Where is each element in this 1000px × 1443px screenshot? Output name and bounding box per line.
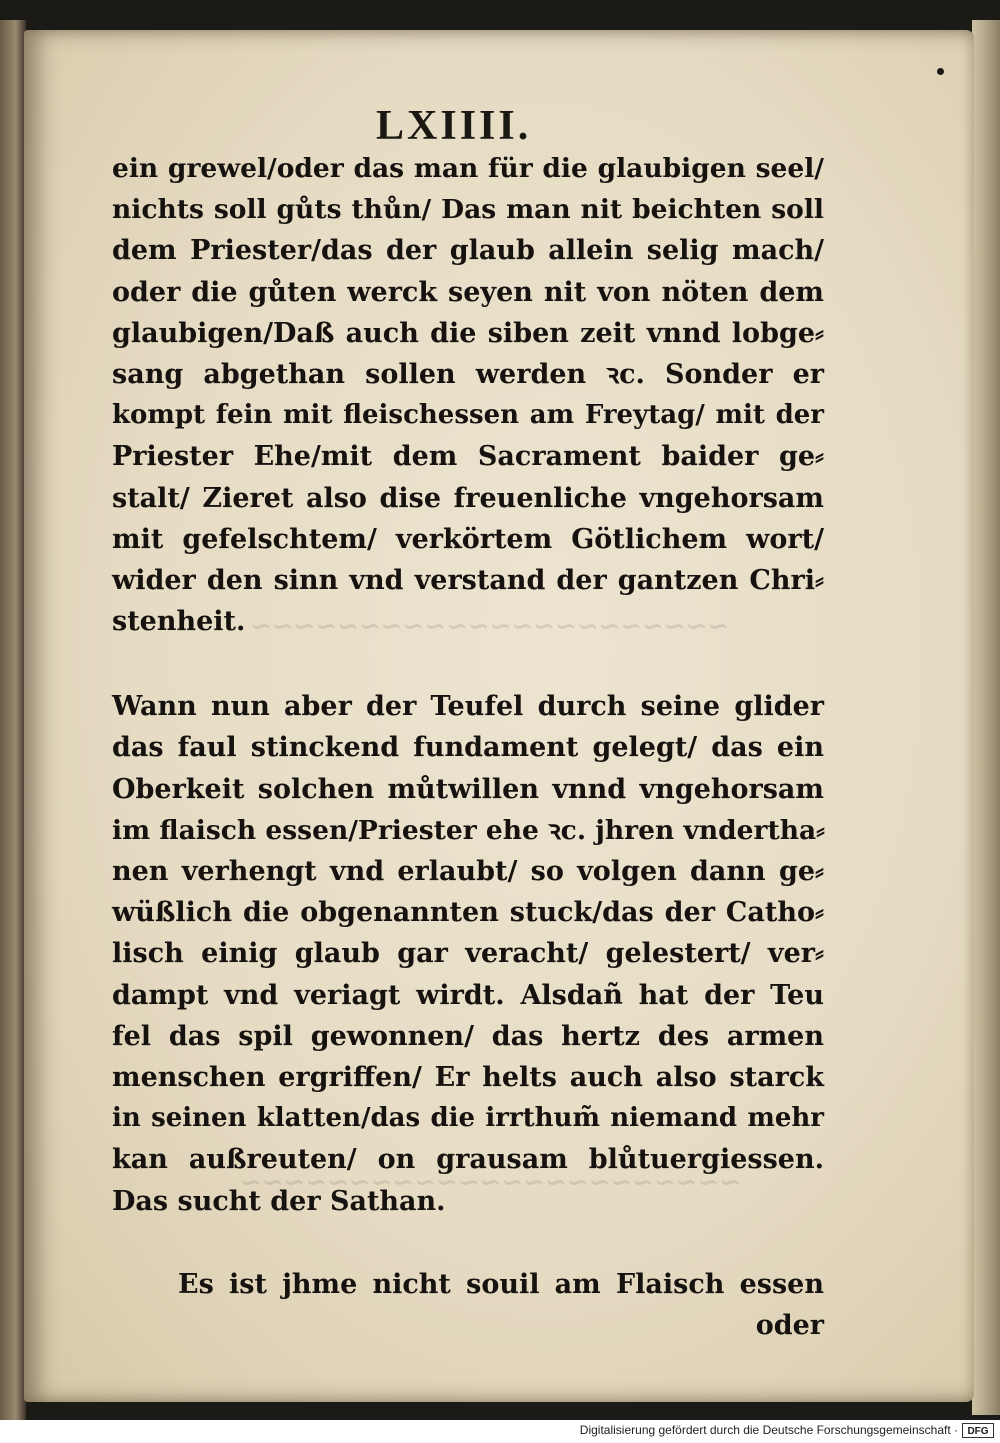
body-text [112, 148, 824, 1346]
ink-speck [937, 68, 944, 75]
text-line: fel das spil gewonnen/ das hertz des armen [112, 1020, 824, 1052]
text-line: nen verhengt vnd erlaubt/ so volgen dann ge⸗ [112, 856, 824, 887]
catchword: oder [755, 1309, 824, 1341]
paragraph [112, 1264, 824, 1305]
text-line: stenheit. [112, 606, 246, 638]
text-line: kompt fein mit fleischessen am Freytag/ mit der [112, 400, 824, 431]
text-line: lisch einig glaub gar veracht/ gelestert/ ver⸗ [112, 938, 824, 970]
dfg-logo: DFG [962, 1423, 994, 1438]
paragraph [112, 148, 824, 642]
text-line: im flaisch essen/Priester ehe ꝛc. jhren vndertha⸗ [112, 814, 825, 846]
text-line: wider den sinn vnd verstand der gantzen Chri⸗ [112, 564, 824, 596]
folio-number: LXIIII. [376, 103, 532, 149]
paragraph [112, 686, 824, 1221]
text-line: Es ist jhme nicht souil am Flaisch essen [178, 1268, 824, 1300]
text-line: kan außreuten/ on grausam blůtuergiessen. [112, 1144, 824, 1176]
text-line: Oberkeit solchen můtwillen vnnd vngehorsam [112, 773, 824, 805]
text-line: Priester Ehe/mit dem Sacrament baider ge⸗ [112, 441, 824, 473]
text-line: stalt/ Zieret also dise freuenliche vngehorsam [112, 482, 824, 514]
text-line: sang abgethan sollen werden ꝛc. Sonder er [112, 358, 824, 390]
text-line: in seinen klatten/das die irrthum̃ niemand mehr [112, 1103, 824, 1134]
text-line: ein grewel/oder das man für die glaubigen seel/ [112, 153, 824, 184]
text-line: wüßlich die obgenannten stuck/das der Catho⸗ [112, 897, 824, 929]
text-line: nichts soll gůts thůn/ Das man nit beichten soll [112, 194, 824, 226]
text-line: das faul stinckend fundament gelegt/ das ein [112, 732, 824, 764]
left-page-edge [0, 20, 26, 1420]
text-line: glaubigen/Daß auch die siben zeit vnnd lobge⸗ [112, 317, 824, 349]
text-line: dem Priester/das der glaub allein selig mach/ [112, 235, 824, 267]
footer-bar [0, 1420, 1000, 1443]
text-line: mit gefelschtem/ verkörtem Götlichem wort/ [112, 523, 824, 555]
right-page-edge [972, 20, 1000, 1415]
text-line: dampt vnd veriagt wirdt. Alsdañ hat der Teu [112, 979, 824, 1011]
text-line: oder die gůten werck seyen nit von nöten dem [112, 276, 824, 308]
funding-credit: Digitalisierung gefördert durch die Deutsche Forschungsgemeinschaft · [579, 1423, 958, 1437]
text-line: menschen ergriffen/ Er helts auch also starck [112, 1061, 824, 1093]
text-line: Wann nun aber der Teufel durch seine glider [112, 691, 824, 723]
text-line: Das sucht der Sathan. [112, 1185, 446, 1217]
